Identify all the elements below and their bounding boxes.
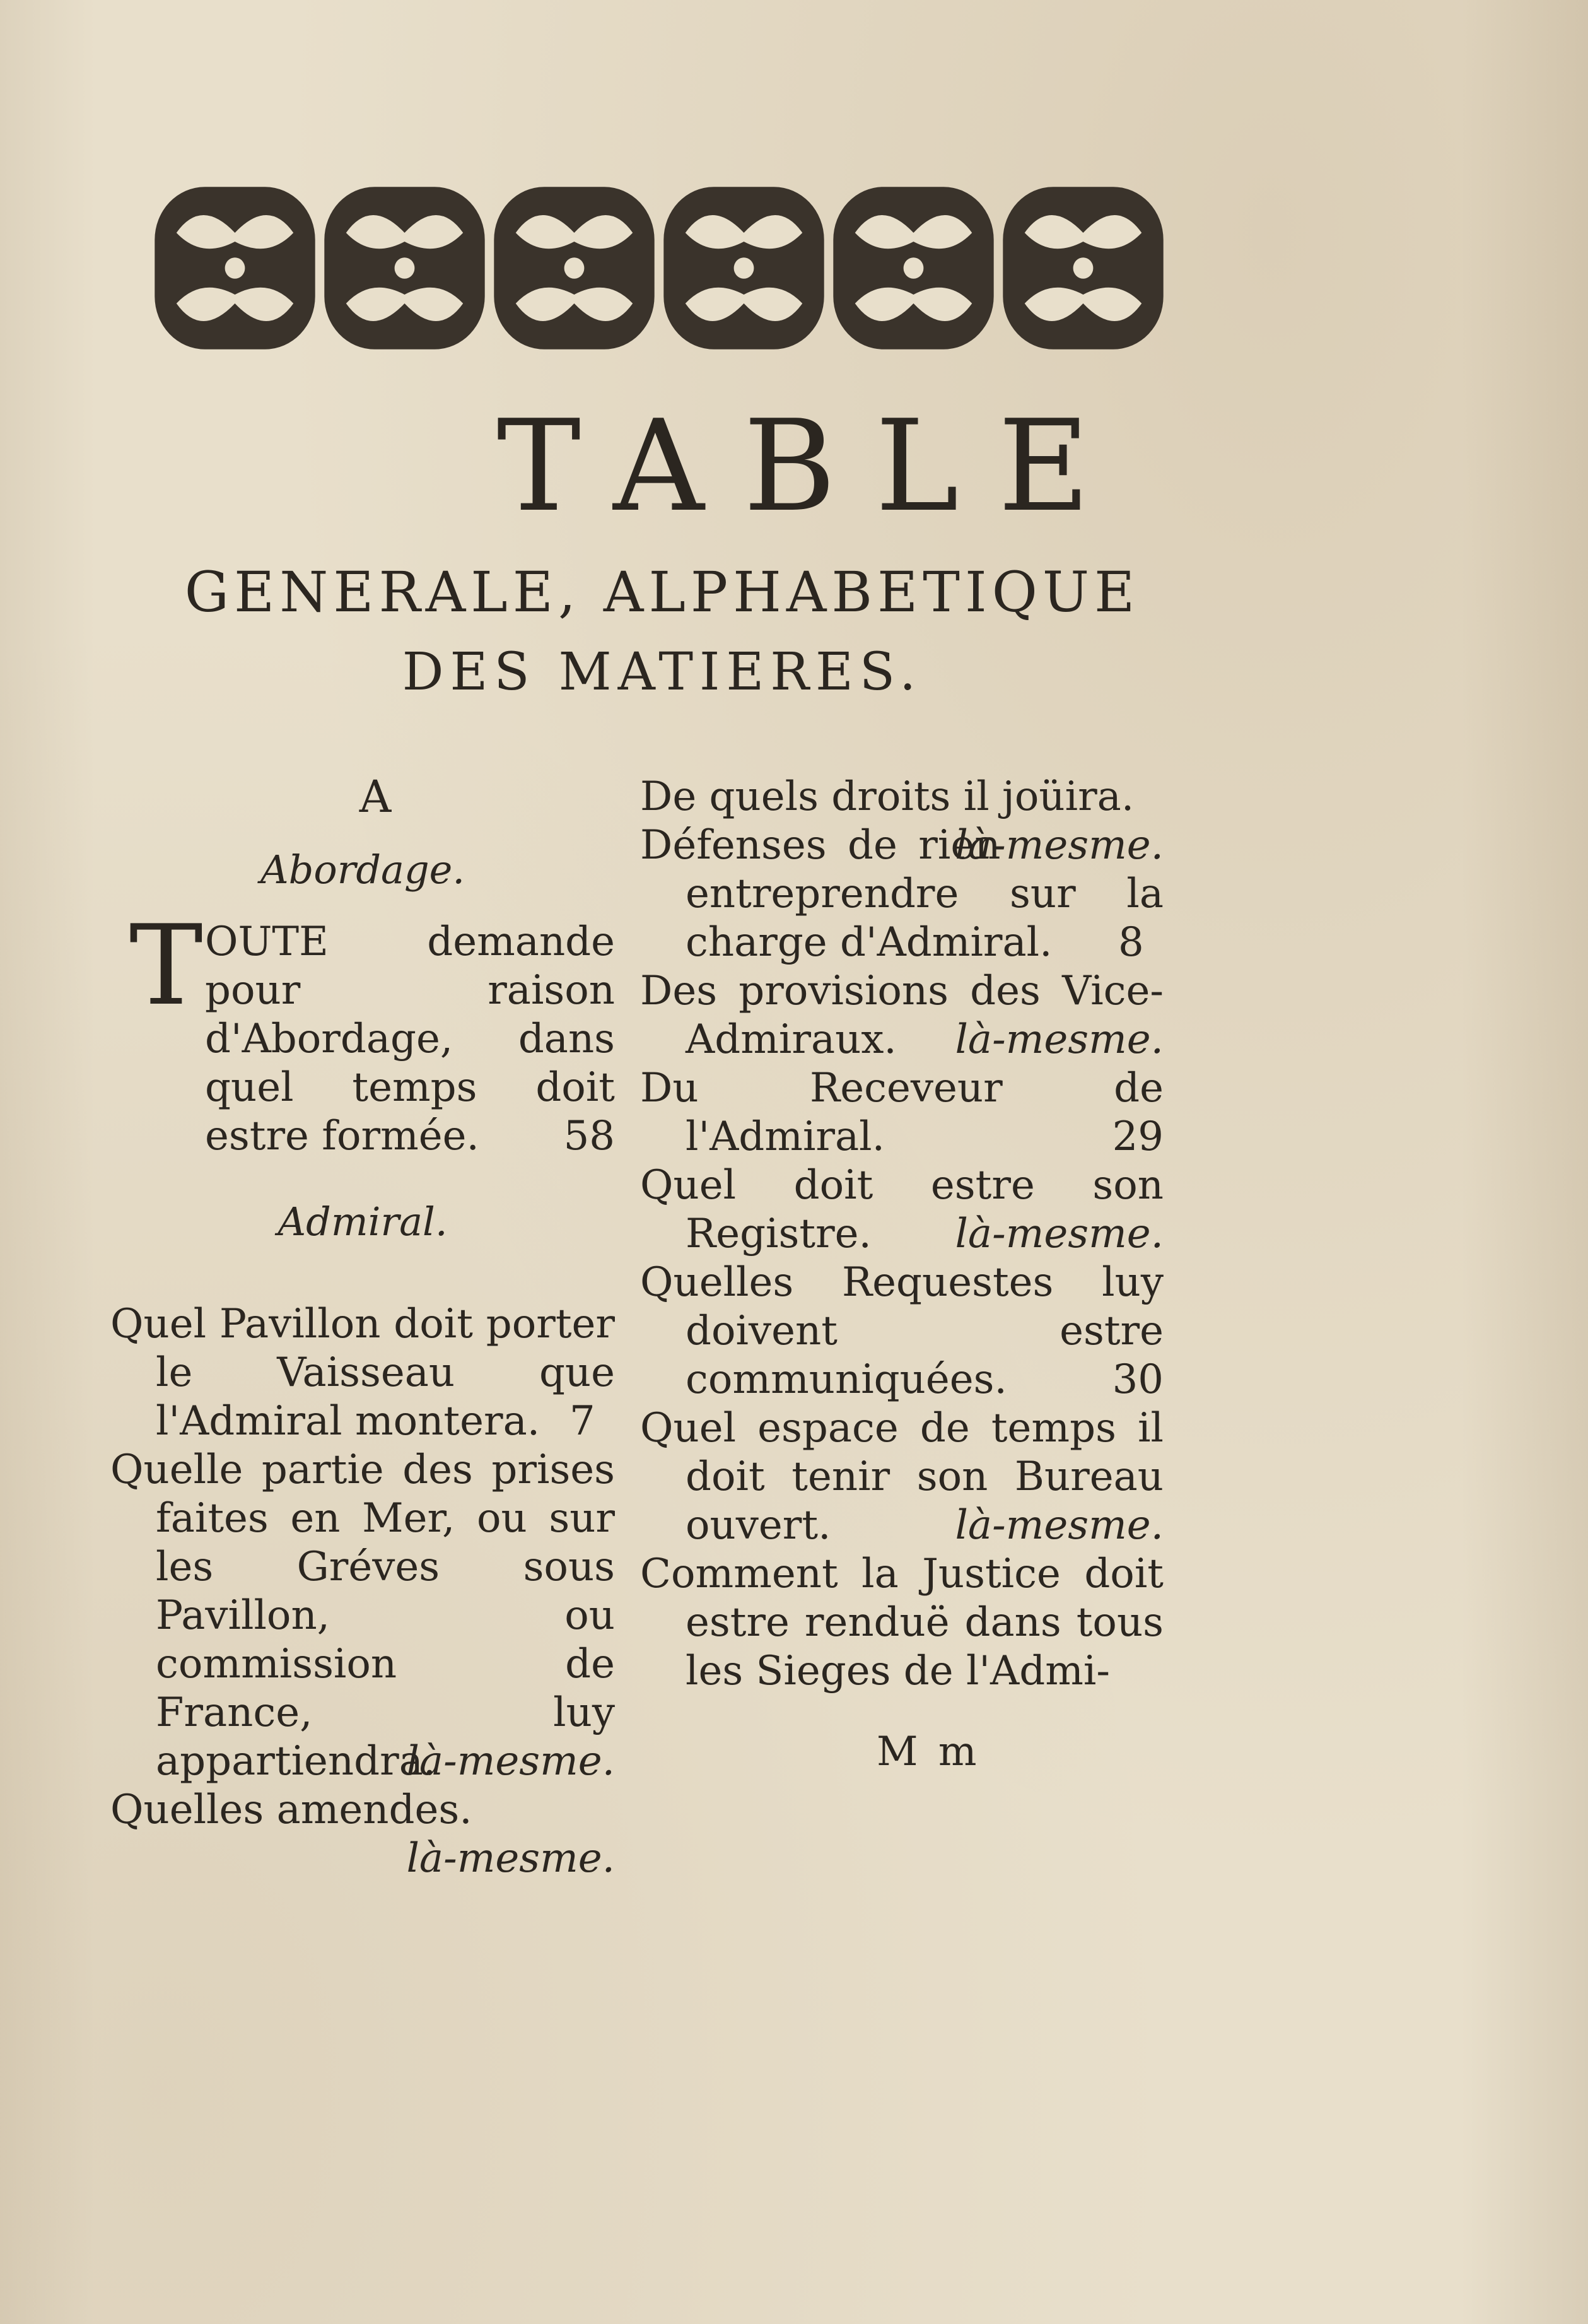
- entry-ref: 30: [1112, 1356, 1164, 1403]
- entry-ref: là-mesme.: [955, 1211, 1164, 1257]
- index-entry: [110, 1786, 615, 1882]
- right-column: [640, 773, 1164, 1696]
- index-entry: [640, 1550, 1164, 1696]
- fleuron-icon: [151, 180, 318, 356]
- entry-ref: 29: [1112, 1113, 1164, 1160]
- index-entry: [640, 1161, 1164, 1259]
- index-entry: Quel Pavillon doit porter le Vaisseau que l'Admiral montera. 7: [110, 1301, 615, 1445]
- index-entry: [640, 967, 1164, 1064]
- entry-text: OUTE demande pour raison d'Abordage, dans quel temps doit estre formée.: [205, 918, 615, 1159]
- subtitle-line-1: GENERALE, ALPHABETIQUE: [184, 560, 1140, 625]
- entry-text: Du Receveur de l'Admiral.: [640, 1065, 1164, 1160]
- entry-ref: là-mesme.: [955, 822, 1164, 869]
- index-entry: [640, 1064, 1164, 1161]
- heading-admiral: Admiral.: [277, 1199, 448, 1245]
- entry-ref: là-mesme.: [955, 1502, 1164, 1549]
- entry-ref: là-mesme.: [955, 1016, 1164, 1063]
- index-entry: [640, 1404, 1164, 1550]
- entry-text: Défenses de rien entreprendre sur la charge d'Admiral.: [640, 822, 1164, 966]
- section-letter: A: [359, 771, 392, 823]
- entry-text: Quel Pavillon doit porter le Vaisseau que l'Admiral montera.: [110, 1301, 615, 1445]
- drop-cap: T: [129, 902, 203, 1030]
- entry-text: Quelles Requestes luy doivent estre communiquées.: [640, 1259, 1164, 1403]
- catchword: M m: [877, 1728, 981, 1775]
- subtitle-line-2: DES MATIERES.: [402, 642, 923, 702]
- entry-text: Quelles amendes.: [110, 1787, 472, 1833]
- fleuron-band-icon: [151, 180, 1167, 356]
- index-entry: [640, 1259, 1164, 1404]
- entry-text: Des provisions des Vice-Admiraux.: [640, 968, 1164, 1063]
- fleuron-icon: [830, 180, 997, 356]
- heading-abordage: Abordage.: [260, 847, 465, 893]
- page-title: TABLE: [496, 393, 1130, 540]
- entry-text: Quel espace de temps il doit tenir son Bureau ouvert.: [640, 1405, 1164, 1549]
- entry-text: Comment la Justice doit estre renduë dans tous les Sieges de l'Admi-: [640, 1551, 1164, 1694]
- left-column: [110, 773, 615, 1883]
- index-entry: Défenses de rien entreprendre sur la charge d'Admiral. 8: [640, 822, 1164, 966]
- fleuron-icon: [321, 180, 488, 356]
- entry-text: De quels droits il joüira.: [640, 773, 1135, 820]
- entry-ref: là-mesme.: [406, 1738, 615, 1785]
- fleuron-icon: [660, 180, 827, 356]
- entry-ref: là-mesme.: [406, 1835, 615, 1882]
- entry-text: Quelle partie des prises faites en Mer, ou sur les Gréves sous Pavillon, ou commission de France, luy appartiendra.: [110, 1447, 615, 1785]
- entry-text: Quel doit estre son Registre.: [640, 1162, 1164, 1257]
- fleuron-icon: [491, 180, 658, 356]
- index-entry: [640, 773, 1164, 869]
- index-entry-abordage: [110, 902, 615, 1161]
- entry-ref: 58: [563, 1113, 615, 1159]
- fleuron-icon: [1000, 180, 1167, 356]
- index-entry: [110, 1446, 615, 1786]
